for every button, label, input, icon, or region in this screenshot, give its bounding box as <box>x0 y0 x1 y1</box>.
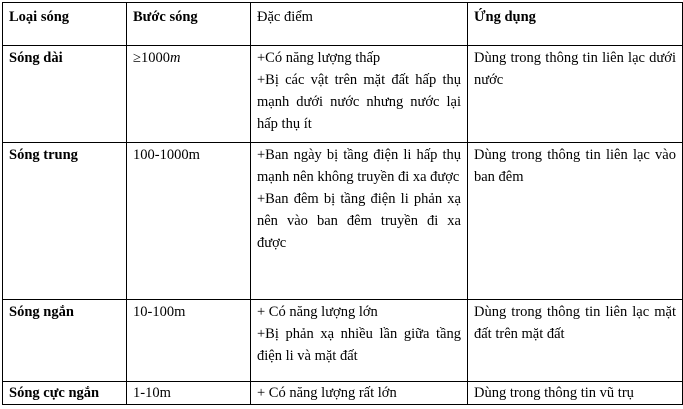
feature-line: +Ban ngày bị tầng điện li hấp thụ mạnh nên không truyền đi xa được <box>257 147 461 185</box>
cell-wave-type: Sóng trung <box>3 143 127 300</box>
table-header-row <box>3 3 683 46</box>
cell-features <box>251 143 468 300</box>
header-applications: Ứng dụng <box>468 3 683 46</box>
cell-features <box>251 382 468 405</box>
table-row <box>3 46 683 143</box>
feature-line: +Ban đêm bị tầng điện li phản xạ nên vào ban đêm truyền đi xa được <box>257 191 461 251</box>
wavelength-value: ≥1000 <box>133 50 170 66</box>
cell-application: Dùng trong thông tin liên lạc vào ban đêm <box>468 143 683 300</box>
table-row <box>3 143 683 300</box>
table-row <box>3 382 683 405</box>
cell-wave-type: Sóng dài <box>3 46 127 143</box>
cell-application: Dùng trong thông tin liên lạc mặt đất trên mặt đất <box>468 300 683 382</box>
wavelength-unit: m <box>169 50 181 66</box>
feature-line: +Có năng lượng thấp <box>257 50 381 66</box>
cell-wavelength <box>127 46 251 143</box>
feature-line: + Có năng lượng lớn <box>257 304 378 320</box>
cell-features <box>251 46 468 143</box>
cell-wavelength: 10-100m <box>127 300 251 382</box>
header-wavelength: Bước sóng <box>127 3 251 46</box>
feature-line: + Có năng lượng rất lớn <box>257 385 397 401</box>
cell-features <box>251 300 468 382</box>
cell-wave-type: Sóng cực ngắn <box>3 382 127 405</box>
cell-wavelength: 100-1000m <box>127 143 251 300</box>
feature-line: +Bị phản xạ nhiều lần giữa tầng điện li và mặt đất <box>257 326 461 364</box>
radio-wave-table <box>2 2 683 405</box>
table-row <box>3 300 683 382</box>
feature-line: +Bị các vật trên mặt đất hấp thụ mạnh dưới nước nhưng nước lại hấp thụ ít <box>257 72 461 132</box>
header-wave-type: Loại sóng <box>3 3 127 46</box>
cell-application: Dùng trong thông tin liên lạc dưới nước <box>468 46 683 143</box>
header-features: Đặc điểm <box>251 3 468 46</box>
cell-wave-type: Sóng ngắn <box>3 300 127 382</box>
cell-application: Dùng trong thông tin vũ trụ <box>468 382 683 405</box>
cell-wavelength: 1-10m <box>127 382 251 405</box>
